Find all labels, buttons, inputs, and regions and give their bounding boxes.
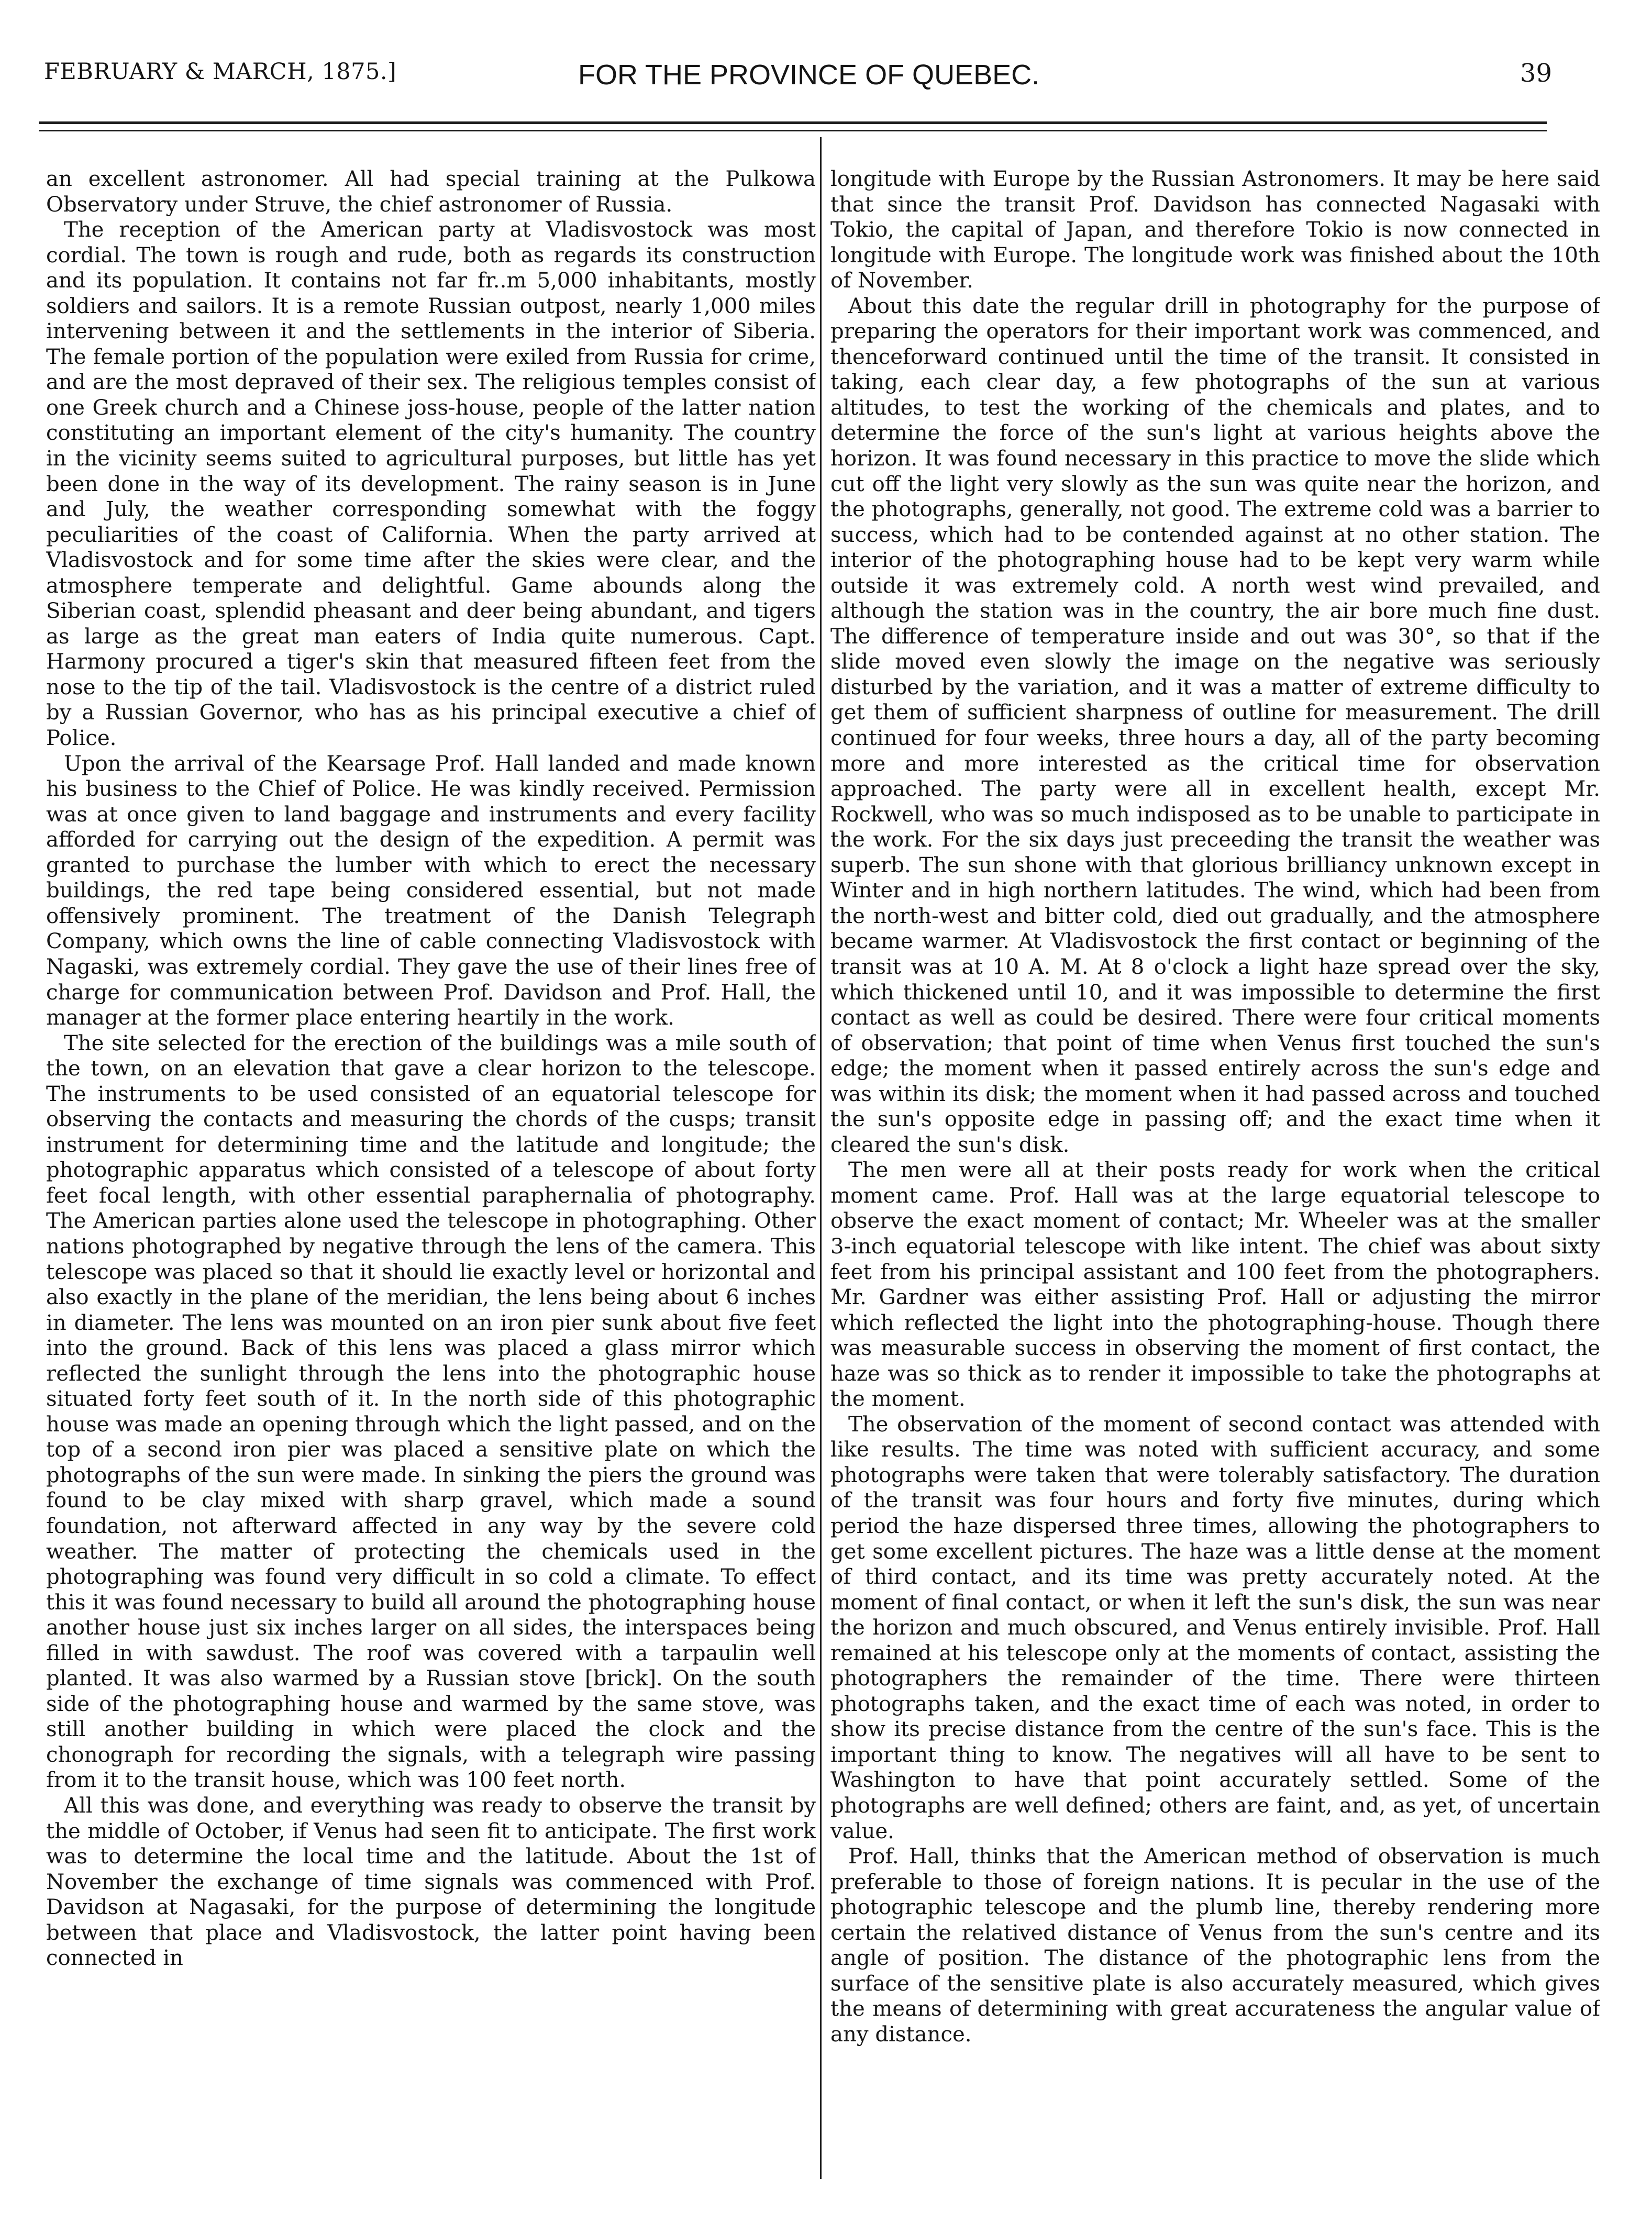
- paragraph: The men were all at their posts ready for work when the critical moment came. Prof. Hall was at the large equatorial telescope to observe the exact moment of contact; Mr. Wheeler was at the smaller 3-inch equatorial telescope with like intent. The chief was about sixty feet from his principal assistant and 100 feet from the photographers. Mr. Gardner was either assisting Prof. Hall or adjusting the mirror which reflected the light into the photographing-house. Though there was measurable success in observing the moment of first contact, the haze was so thick as to render it impossible to take the photographs at the moment.: [830, 1158, 1600, 1411]
- paragraph: The site selected for the erection of the buildings was a mile south of the town, on an elevation that gave a clear horizon to the telescope. The instruments to be used consisted of an equatorial telescope for observing the contacts and measuring the chords of the cusps; transit instrument for determining time and the latitude and longitude; the photographic apparatus which consisted of a telescope of about forty feet focal length, with other essential paraphernalia of photography. The American parties alone used the telescope in photographing. Other nations photographed by negative through the lens of the camera. This telescope was placed so that it should lie exactly level or horizontal and also exactly in the plane of the meridian, the lens being about 6 inches in diameter. The lens was mounted on an iron pier sunk about five feet into the ground. Back of this lens was placed a glass mirror which reflected the sunlight through the lens into the photographic house situated forty feet south of it. In the north side of this photographic house was made an opening through which the light passed, and on the top of a second iron pier was placed a sensitive plate on which the photographs of the sun were made. In sinking the piers the ground was found to be clay mixed with sharp gravel, which made a sound foundation, not afterward affected in any way by the severe cold weather. The matter of protecting the chemicals used in the photographing was found very difficult in so cold a climate. To effect this it was found necessary to build all around the photographing house another house just six inches larger on all sides, the interspaces being filled in with sawdust. The roof was covered with a tarpaulin well planted. It was also warmed by a Russian stove [brick]. On the south side of the photographing house and warmed by the same stove, was still another building in which were placed the clock and the chonograph for recording the signals, with a telegraph wire passing from it to the transit house, which was 100 feet north.: [46, 1031, 816, 1793]
- paragraph: The reception of the American party at Vladisvostock was most cordial. The town is rough and rude, both as regards its construction and its population. It contains not far fr..m 5,000 inhabitants, mostly soldiers and sailors. It is a remote Russian outpost, nearly 1,000 miles intervening between it and the settlements in the interior of Siberia. The female portion of the population were exiled from Russia for crime, and are the most depraved of their sex. The religious temples consist of one Greek church and a Chinese joss-house, people of the latter nation constituting an important element of the city's humanity. The country in the vicinity seems suited to agricultural purposes, but little has yet been done in the way of its development. The rainy season is in June and July, the weather corresponding somewhat with the foggy peculiarities of the coast of California. When the party arrived at Vladisvostock and for some time after the skies were clear, and the atmosphere temperate and delightful. Game abounds along the Siberian coast, splendid pheasant and deer being abundant, and tigers as large as the great man eaters of India quite numerous. Capt. Harmony procured a tiger's skin that measured fifteen feet from the nose to the tip of the tail. Vladisvostock is the centre of a district ruled by a Russian Governor, who has as his principal executive a chief of Police.: [46, 218, 816, 751]
- paragraph: About this date the regular drill in photography for the purpose of preparing the operators for their important work was commenced, and thenceforward continued until the time of the transit. It consisted in taking, each clear day, a few photographs of the sun at various altitudes, to test the working of the chemicals and plates, and to determine the force of the sun's light at various heights above the horizon. It was found necessary in this practice to move the slide which cut off the light very slowly as the sun was quite near the horizon, and the photographs, generally, not good. The extreme cold was a barrier to success, which had to be contended against at no other station. The interior of the photographing house had to be kept very warm while outside it was extremely cold. A north west wind prevailed, and although the station was in the country, the air bore much fine dust. The difference of temperature inside and out was 30°, so that if the slide moved even slowly the image on the negative was seriously disturbed by the variation, and it was a matter of extreme difficulty to get them of sufficient sharpness of outline for measurement. The drill continued for four weeks, three hours a day, all of the party becoming more and more interested as the critical time for observation approached. The party were all in excellent health, except Mr. Rockwell, who was so much indisposed as to be unable to participate in the work. For the six days just preceeding the transit the weather was superb. The sun shone with that glorious brilliancy unknown except in Winter and in high northern latitudes. The wind, which had been from the north-west and bitter cold, died out gradually, and the atmosphere became warmer. At Vladisvostock the first contact or beginning of the transit was at 10 A. M. At 8 o'clock a light haze spread over the sky, which thickened until 10, and it was impossible to determine the first contact as well as could be desired. There were four critical moments of observation; that point of time when Venus first touched the sun's edge; the moment when it passed entirely across the sun's edge and was within its disk; the moment when it had passed across and touched the sun's opposite edge in passing off; and the exact time when it cleared the sun's disk.: [830, 294, 1600, 1157]
- paragraph: All this was done, and everything was ready to observe the transit by the middle of October, if Venus had seen fit to anticipate. The first work was to determine the local time and the latitude. About the 1st of November the exchange of time signals was commenced with Prof. Davidson at Nagasaki, for the purpose of determining the longitude between that place and Vladisvostock, the latter point having been connected in: [46, 1794, 816, 1971]
- left-column: [46, 166, 816, 2198]
- header-rule-thin: [39, 130, 1547, 131]
- header-rule: [39, 121, 1547, 124]
- issue-date: FEBRUARY & MARCH, 1875.]: [44, 59, 397, 85]
- page-number: 39: [1520, 59, 1552, 88]
- running-title: FOR THE PROVINCE OF QUEBEC.: [578, 59, 1040, 91]
- running-header: [44, 59, 1552, 116]
- paragraph: longitude with Europe by the Russian Astronomers. It may be here said that since the transit Prof. Davidson has connected Nagasaki with Tokio, the capital of Japan, and therefore Tokio is now connected in longitude with Europe. The longitude work was finished about the 10th of November.: [830, 167, 1600, 293]
- paragraph: The observation of the moment of second contact was attended with like results. The time was noted with sufficient accuracy, and some photographs were taken that were tolerably satisfactory. The duration of the transit was four hours and forty five minutes, during which period the haze dispersed three times, allowing the photographers to get some excellent pictures. The haze was a little dense at the moment of third contact, and its time was pretty accurately noted. At the moment of final contact, or when it left the sun's disk, the sun was near the horizon and much obscured, and Venus entirely invisible. Prof. Hall remained at his telescope only at the moments of contact, assisting the photographers the remainder of the time. There were thirteen photographs taken, and the exact time of each was noted, in order to show its precise distance from the centre of the sun's face. This is the important thing to know. The negatives will all have to be sent to Washington to have that point accurately settled. Some of the photographs are well defined; others are faint, and, as yet, of uncertain value.: [830, 1412, 1600, 1843]
- column-divider: [820, 137, 822, 2179]
- paragraph: Upon the arrival of the Kearsage Prof. Hall landed and made known his business to the Chief of Police. He was kindly received. Permission was at once given to land baggage and instruments and every facility afforded for carrying out the design of the expedition. A permit was granted to purchase the lumber with which to erect the necessary buildings, the red tape being considered essential, but not made offensively prominent. The treatment of the Danish Telegraph Company, which owns the line of cable connecting Vladisvostock with Nagaski, was extremely cordial. They gave the use of their lines free of charge for communication between Prof. Davidson and Prof. Hall, the manager at the former place entering heartily in the work.: [46, 751, 816, 1030]
- paragraph: an excellent astronomer. All had special training at the Pulkowa Observatory under Struve, the chief astronomer of Russia.: [46, 167, 816, 217]
- right-column: [830, 166, 1600, 2198]
- paragraph: Prof. Hall, thinks that the American method of observation is much preferable to those of foreign nations. It is pecular in the use of the photographic telescope and the plumb line, thereby rendering more certain the relatived distance of Venus from the sun's centre and its angle of position. The distance of the photographic lens from the surface of the sensitive plate is also accurately measured, which gives the means of determining with great accurateness the angular value of any distance.: [830, 1844, 1600, 2047]
